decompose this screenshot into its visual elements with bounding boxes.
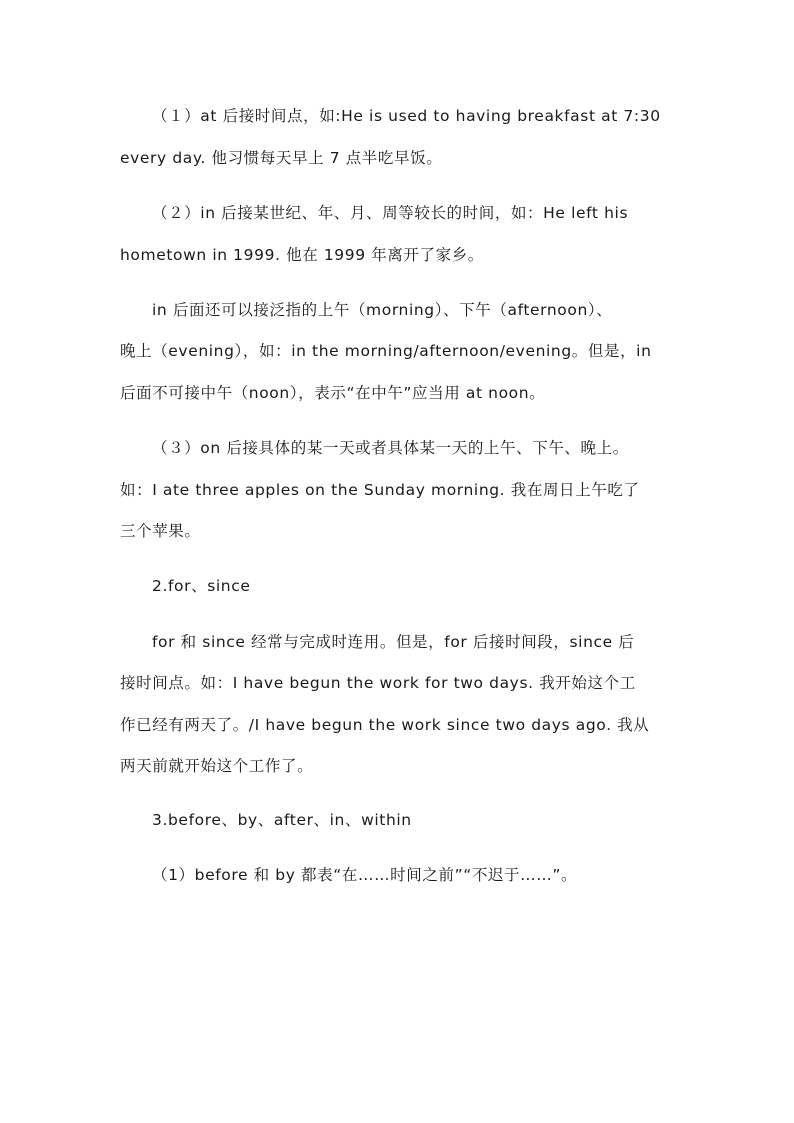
section-heading-for-since: 2.for、since bbox=[152, 577, 251, 595]
paragraph-at-line-1: （１）at 后接时间点，如:He is used to having breakfast at 7:30 bbox=[152, 107, 661, 125]
paragraph-in-general-line-1: in 后面还可以接泛指的上午（morning）、下午（afternoon）、 bbox=[152, 301, 613, 319]
paragraph-at-line-2: every day. 他习惯每天早上 7 点半吃早饭。 bbox=[120, 149, 443, 167]
paragraph-in-line-2: hometown in 1999. 他在 1999 年离开了家乡。 bbox=[120, 246, 484, 264]
paragraph-before-by-line-1: （1）before 和 by 都表“在……时间之前”“不迟于……”。 bbox=[152, 866, 578, 884]
section-heading-before-by: 3.before、by、after、in、within bbox=[152, 811, 412, 829]
paragraph-for-since-line-3: 作已经有两天了。/I have begun the work since two days ago. 我从 bbox=[120, 716, 650, 734]
paragraph-in-line-1: （２）in 后接某世纪、年、月、周等较长的时间，如：He left his bbox=[152, 204, 629, 222]
paragraph-on-line-1: （３）on 后接具体的某一天或者具体某一天的上午、下午、晚上。 bbox=[152, 439, 629, 457]
paragraph-in-general-line-3: 后面不可接中午（noon），表示“在中午”应当用 at noon。 bbox=[120, 384, 546, 402]
paragraph-on-line-2: 如：I ate three apples on the Sunday morning. 我在周日上午吃了 bbox=[120, 481, 640, 499]
paragraph-in-general-line-2: 晚上（evening），如：in the morning/afternoon/evening。但是，in bbox=[120, 342, 652, 360]
paragraph-for-since-line-2: 接时间点。如：I have begun the work for two days. 我开始这个工 bbox=[120, 674, 636, 692]
paragraph-for-since-line-1: for 和 since 经常与完成时连用。但是，for 后接时间段，since 后 bbox=[152, 633, 635, 651]
paragraph-for-since-line-4: 两天前就开始这个工作了。 bbox=[120, 757, 314, 775]
paragraph-on-line-3: 三个苹果。 bbox=[120, 522, 201, 540]
